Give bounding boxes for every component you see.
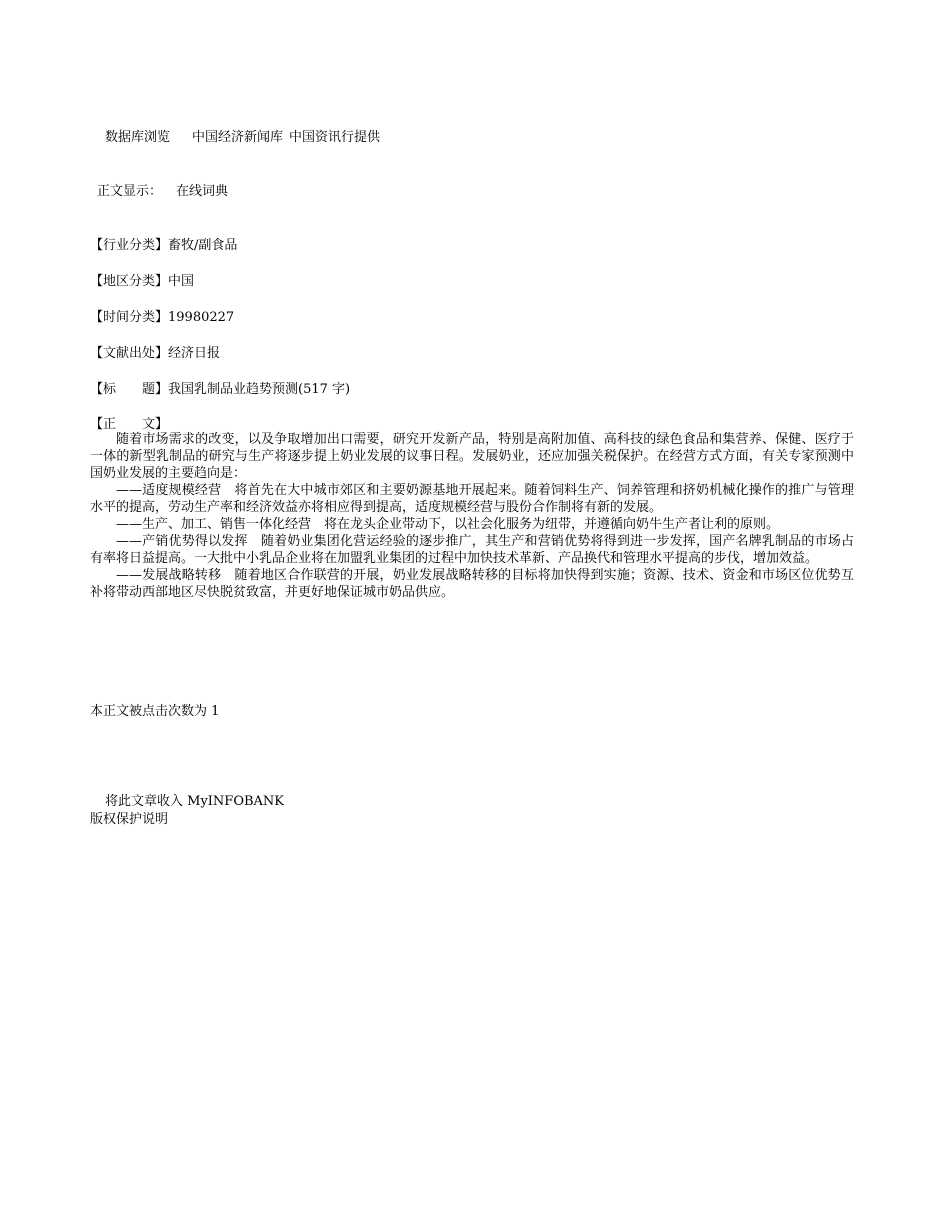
article-body <box>90 431 854 601</box>
news-db-link[interactable]: 中国经济新闻库 <box>192 130 284 145</box>
article-paragraph: 随着市场需求的改变，以及争取增加出口需要，研究开发新产品，特别是高附加值、高科技的绿色食品和集营养、保健、医疗于一体的新型乳制品的研究与生产将逐步提上奶业发展的议事日程。发展奶业，还应加强关税保护。在经营方式方面，有关专家预测中国奶业发展的主要趋向是： <box>90 432 854 481</box>
article-paragraph: ——产销优势得以发挥 随着奶业集团化营运经验的逐步推广，其生产和营销优势将得到进一步发挥，国产名牌乳制品的市场占有率将日益提高。一大批中小乳品企业将在加盟乳业集团的过程中加快技术革新、产品换代和管理水平提高的步伐，增加效益。 <box>90 534 854 566</box>
article-title: 我国乳制品业趋势预测(517 字) <box>168 382 351 397</box>
body-label: 【正 文】 <box>90 417 169 432</box>
copyright-notice-link[interactable]: 版权保护说明 <box>90 812 169 827</box>
database-browse-link[interactable]: 数据库浏览 <box>105 130 171 145</box>
top-nav <box>105 126 380 145</box>
meta-region <box>90 270 194 289</box>
provider-text: 中国资讯行提供 <box>289 130 381 145</box>
meta-source-label: 【文献出处】 <box>90 346 169 361</box>
meta-region-value: 中国 <box>168 274 195 289</box>
click-count: 本正文被点击次数为 1 <box>90 704 220 719</box>
meta-time <box>90 306 234 325</box>
article-paragraph: ——发展战略转移 随着地区合作联营的开展，奶业发展战略转移的目标将加快得到实施；资源、技术、资金和市场区位优势互补将带动西部地区尽快脱贫致富，并更好地保证城市奶品供应。 <box>90 568 854 600</box>
meta-industry-label: 【行业分类】 <box>90 238 169 253</box>
meta-time-label: 【时间分类】 <box>90 310 169 325</box>
meta-industry <box>90 234 237 253</box>
meta-region-label: 【地区分类】 <box>90 274 169 289</box>
meta-time-value: 19980227 <box>168 310 235 325</box>
meta-title-label: 【标 题】 <box>90 382 169 397</box>
article-paragraph: ——适度规模经营 将首先在大中城市郊区和主要奶源基地开展起来。随着饲料生产、饲养管理和挤奶机械化操作的推广与管理水平的提高，劳动生产率和经济效益亦将相应得到提高，适度规模经营与股份合作制将有新的发展。 <box>90 483 854 515</box>
display-label: 正文显示： <box>97 184 163 199</box>
meta-source <box>90 342 220 361</box>
display-options <box>97 180 228 199</box>
save-to-myinfobank-link[interactable]: 将此文章收入 MyINFOBANK <box>105 794 285 809</box>
article-paragraph: ——生产、加工、销售一体化经营 将在龙头企业带动下，以社会化服务为纽带，并遵循向奶牛生产者让利的原则。 <box>116 517 780 532</box>
meta-industry-value: 畜牧/副食品 <box>168 238 238 253</box>
online-dictionary-link[interactable]: 在线词典 <box>176 184 229 199</box>
meta-source-value: 经济日报 <box>168 346 221 361</box>
meta-title <box>90 378 350 397</box>
